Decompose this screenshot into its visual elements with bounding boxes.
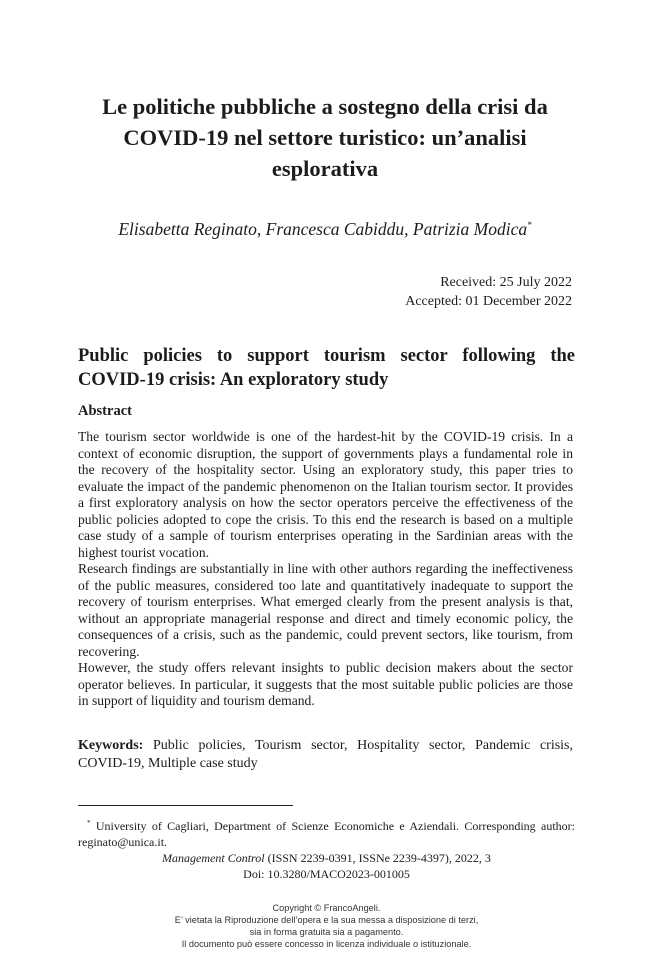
journal-issn: (ISSN 2239-0391, ISSNe 2239-4397), 2022, 3 (267, 851, 491, 865)
keywords-text: Public policies, Tourism sector, Hospitality sector, Pandemic crisis, COVID-19, Multiple case study (78, 738, 574, 771)
journal-info (78, 850, 575, 882)
footnote-text: University of Cagliari, Department of Scienze Economiche e Aziendali. Corresponding author: reginato@unica.it. (78, 819, 576, 849)
copyright-line: Copyright © FrancoAngeli. (272, 903, 381, 913)
copyright-line: Il documento può essere concesso in licenza individuale o istituzionale. (181, 939, 472, 949)
title-line: esplorativa (271, 156, 379, 181)
author-footnote-mark: * (527, 220, 532, 231)
received-date: Received: 25 July 2022 (440, 275, 572, 290)
footnote-mark: * (87, 819, 91, 827)
keywords (78, 737, 573, 773)
abstract-paragraph: However, the study offers relevant insights to public decision makers about the sector operator believes. In particular, it suggests that the most suitable public policies are those in support of liquidity and tourism demand. (78, 660, 573, 708)
title-line: Le politiche pubbliche a sostegno della crisi da (102, 94, 548, 119)
accepted-date: Accepted: 01 December 2022 (405, 294, 572, 309)
abstract-paragraph: Research findings are substantially in line with other authors regarding the ineffectiveness of the public measures, considered too late and quantitatively inadequate to support the recovery of tourism enterprises. What emerged clearly from the present analysis is that, without an appropriate managerial response and direct and timely economic policy, the consequences of a crisis, such as the pandemic, could prevent sectors, like tourism, from recovering. (78, 561, 573, 659)
english-title: Public policies to support tourism sector following the COVID-19 crisis: An exploratory study (78, 346, 575, 390)
abstract-heading: Abstract (78, 403, 132, 419)
copyright-notice (78, 902, 575, 950)
title-line: COVID-19 nel settore turistico: un’analisi (123, 125, 527, 150)
abstract-paragraph: The tourism sector worldwide is one of the hardest-hit by the COVID-19 crisis. In a context of economic disruption, the support of governments plays a fundamental role in the recovery of the hospitality sector. Using an exploratory study, this paper tries to evaluate the impact of the pandemic phenomenon on the Italian tourism sector. It provides a first exploratory analysis on how the sector operators perceive the effectiveness of the public policies adopted to cope the crisis. To this end the research is based on a multiple case study of a sample of tourism enterprises operating in the Sardinian areas with the highest tourist vocation. (78, 429, 573, 560)
copyright-line: E’ vietata la Riproduzione dell’opera e la sua messa a disposizione di terzi, (174, 915, 479, 925)
paper-title (70, 91, 580, 184)
doi: Doi: 10.3280/MACO2023-001005 (243, 867, 410, 881)
abstract-body (78, 429, 573, 710)
authors-text: Elisabetta Reginato, Francesca Cabiddu, Patrizia Modica (118, 219, 528, 239)
footnote-divider (78, 805, 293, 806)
submission-dates (405, 273, 572, 311)
affiliation-footnote (78, 815, 575, 850)
journal-name: Management Control (162, 851, 265, 865)
journal-line (78, 850, 575, 866)
keywords-label: Keywords: (78, 738, 144, 753)
copyright-line: sia in forma gratuita sia a pagamento. (249, 927, 404, 937)
author-list (60, 219, 590, 240)
